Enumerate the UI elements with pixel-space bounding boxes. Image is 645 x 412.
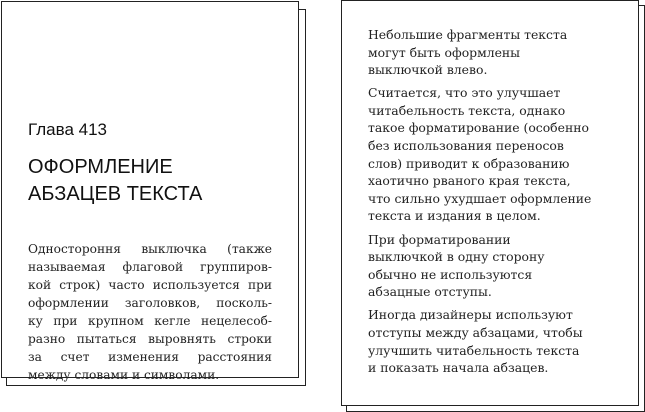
title-line: ОФОРМЛЕНИЕ <box>28 156 173 178</box>
paragraph-line: ку при крупном кегле нецелесоб- <box>28 314 272 328</box>
paragraph-line: за счет изменения расстояния <box>28 350 272 364</box>
paragraph-line: кой строк) часто используется при <box>28 278 272 292</box>
chapter-label: Глава 413 <box>28 120 108 139</box>
paragraph-line: называемая флаговой группиров- <box>28 260 272 274</box>
paragraph-line: что сильно ухудшает оформление <box>368 190 592 206</box>
paragraph-line: выключкой влево. <box>368 62 488 78</box>
paragraph-line: Иногда дизайнеры используют <box>368 307 573 323</box>
title-line: АБЗАЦЕВ ТЕКСТА <box>28 183 203 205</box>
justified-paragraph <box>28 240 272 384</box>
paragraph-line: такое форматирование (особенно <box>368 120 589 136</box>
paragraph-line: могут быть оформлены <box>368 44 521 60</box>
paragraph-line: При форматировании <box>368 231 511 247</box>
paragraph-line: абзацные отступы. <box>368 284 492 300</box>
paragraph-line: текста и издания в целом. <box>368 208 541 224</box>
paragraph-line: улучшить читабельность текста <box>368 342 580 358</box>
paragraph <box>368 26 618 79</box>
paragraph-line: разно пытаться выровнять строки <box>28 332 272 346</box>
paragraph-line: оформлении заголовков, посколь- <box>28 296 272 310</box>
paragraph-line: и показать начала абзацев. <box>368 360 549 376</box>
paragraph-line: хаотично рваного края текста, <box>368 173 571 189</box>
paragraph-line: отступы между абзацами, чтобы <box>368 325 583 340</box>
paragraph-line: слов) приводит к образованию <box>368 155 570 171</box>
paragraph <box>368 231 618 301</box>
left-aligned-text <box>368 26 618 382</box>
paragraph <box>368 84 618 225</box>
paragraph-line: без использования переносов <box>368 138 564 154</box>
paragraph-line: обычно не используются <box>368 266 533 282</box>
paragraph-line: выключкой в одну сторону <box>368 249 545 265</box>
paragraph-line: между словами и символами. <box>28 368 220 382</box>
paragraph <box>368 306 618 376</box>
chapter-title <box>28 154 202 208</box>
paragraph-line: Небольшие фрагменты текста <box>368 27 568 42</box>
paragraph-line: читабельность текста, однако <box>368 102 566 118</box>
paragraph-line: Считается, что это улучшает <box>368 85 561 101</box>
paragraph-line: Одностороння выключка (также <box>28 242 272 256</box>
